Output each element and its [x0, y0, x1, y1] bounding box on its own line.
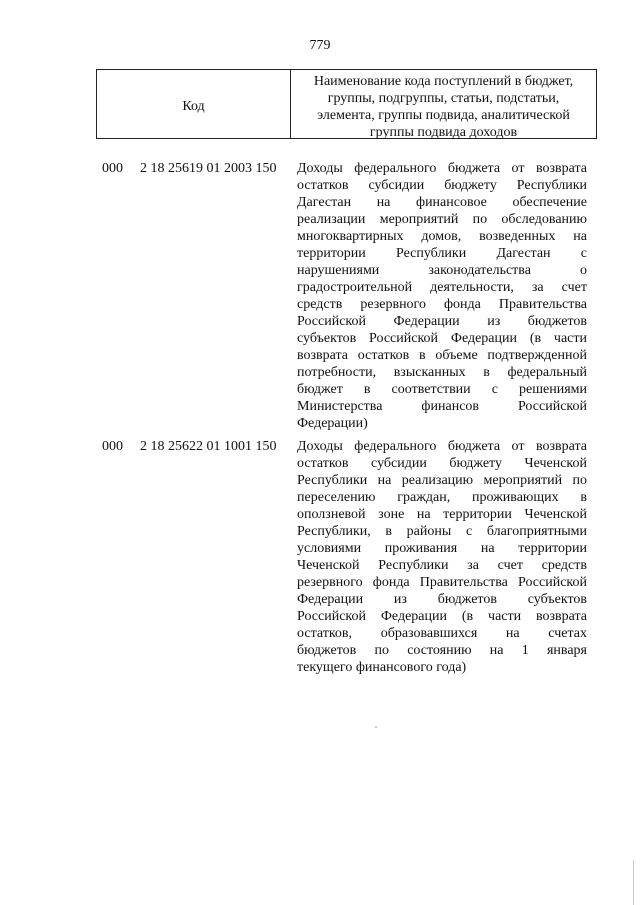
description-line: реализации мероприятий по обследованию: [297, 212, 587, 227]
revenue-description: [297, 160, 587, 432]
description-line: оползневой зоне на территории Чеченской: [297, 507, 587, 522]
admin-code: 000: [102, 161, 123, 176]
description-line: бюджетов по состоянию на 1 января: [297, 643, 587, 658]
header-line: Наименование кода поступлений в бюджет,: [313, 74, 574, 89]
description-line: Российской Федерации из бюджетов: [297, 314, 587, 329]
description-line: остатков субсидии бюджету Чеченской: [297, 456, 587, 471]
description-line: Республики на реализацию мероприятий по: [297, 473, 587, 488]
description-line: резервного фонда Правительства Российской: [297, 575, 587, 590]
description-line: Министерства финансов Российской: [297, 399, 587, 414]
description-line: Дагестан на финансовое обеспечение: [297, 195, 587, 210]
revenue-code: 2 18 25622 01 1001 150: [140, 439, 277, 454]
description-line: Федерации): [297, 416, 368, 431]
admin-code: 000: [102, 439, 123, 454]
header-line: группы подвида доходов: [369, 125, 518, 140]
scan-speck: [375, 726, 377, 728]
name-column-header: [291, 70, 596, 138]
description-line: потребности, взысканных в федеральный: [297, 365, 587, 380]
description-line: нарушениями законодательства о: [297, 263, 587, 278]
description-line: возврата остатков в объеме подтвержденной: [297, 348, 587, 363]
table-header: [96, 69, 597, 139]
description-line: текущего финансового года): [297, 660, 467, 675]
description-line: бюджет в соответствии с решениями: [297, 382, 587, 397]
description-line: средств резервного фонда Правительства: [297, 297, 587, 312]
code-column-header: Код: [97, 70, 291, 138]
description-line: остатков субсидии бюджету Республики: [297, 178, 587, 193]
description-line: субъектов Российской Федерации (в части: [297, 331, 587, 346]
description-line: территории Республики Дагестан с: [297, 246, 587, 261]
revenue-code: 2 18 25619 01 2003 150: [140, 161, 277, 176]
revenue-description: [297, 438, 587, 676]
header-line: элемента, группы подвида, аналитической: [317, 108, 570, 123]
description-line: Доходы федерального бюджета от возврата: [297, 161, 587, 176]
header-line: группы, подгруппы, статьи, подстатьи,: [327, 91, 560, 106]
description-line: остатков, образовавшихся на счетах: [297, 626, 587, 641]
description-line: условиями проживания на территории: [297, 541, 587, 556]
description-line: переселению граждан, проживающих в: [297, 490, 587, 505]
description-line: Российской Федерации (в части возврата: [297, 609, 587, 624]
description-line: многоквартирных домов, возведенных на: [297, 229, 587, 244]
description-line: Доходы федерального бюджета от возврата: [297, 439, 587, 454]
description-line: Федерации из бюджетов субъектов: [297, 592, 587, 607]
scan-edge-line: [633, 860, 634, 905]
description-line: Республики, в районы с благоприятными: [297, 524, 587, 539]
page-number: 779: [309, 38, 331, 53]
description-line: Чеченской Республики за счет средств: [297, 558, 587, 573]
description-line: градостроительной деятельности, за счет: [297, 280, 587, 295]
